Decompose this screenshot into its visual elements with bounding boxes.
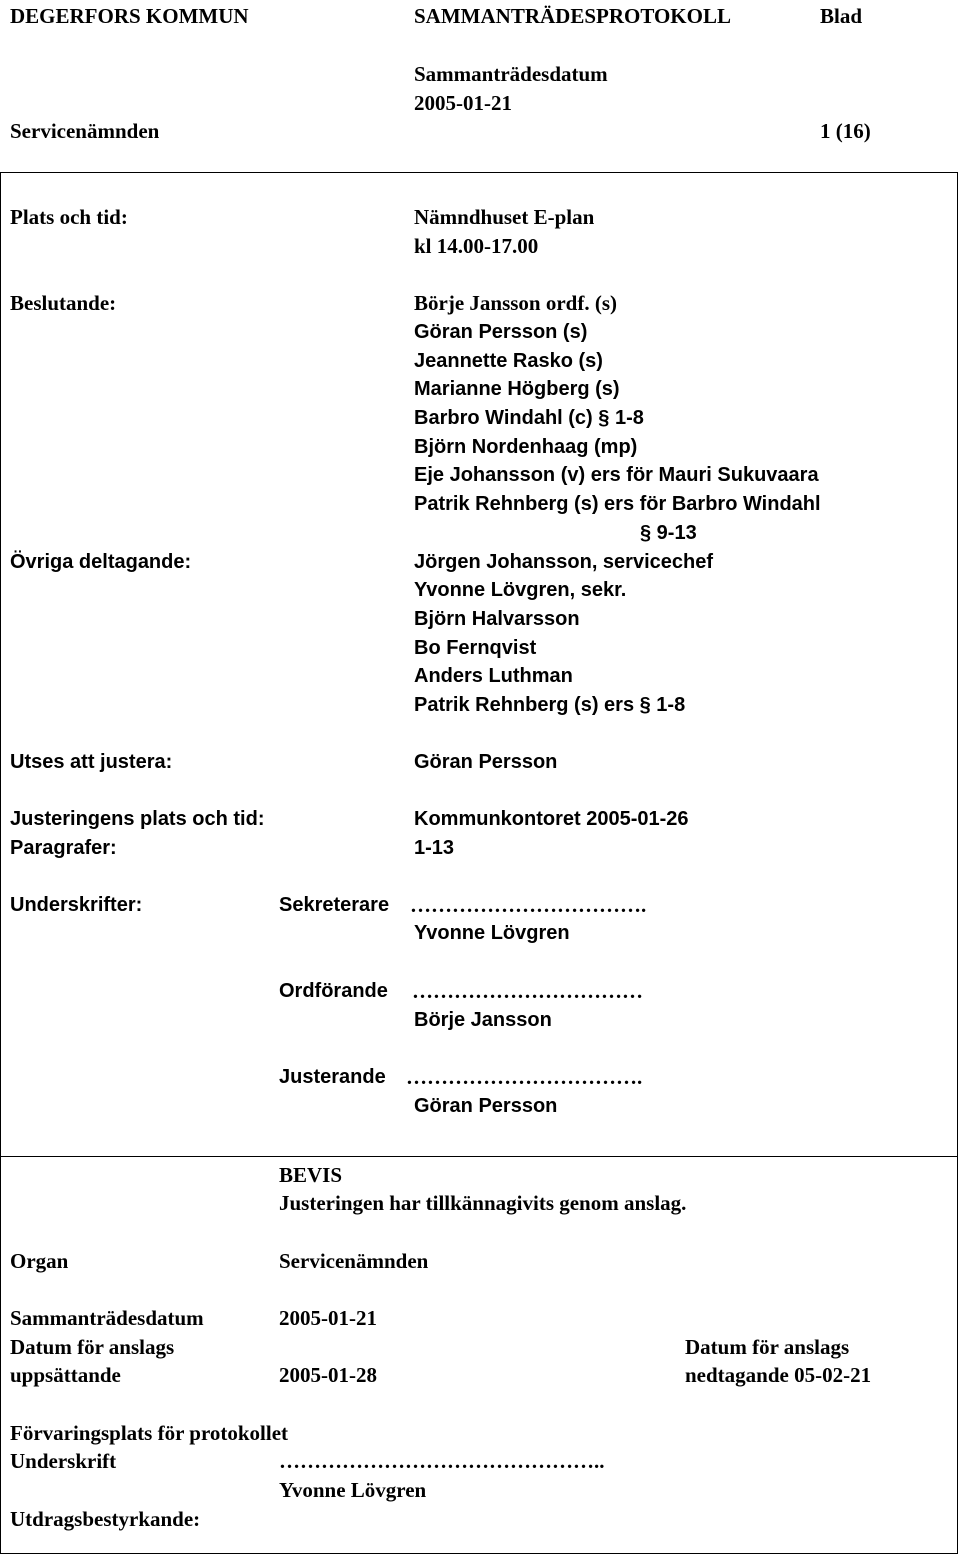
meeting-date-label: Sammanträdesdatum (414, 62, 608, 86)
adjust-place: Kommunkontoret 2005-01-26 (414, 808, 689, 830)
removal-label-line1: Datum för anslags (685, 1335, 850, 1359)
organ-label: Organ (10, 1249, 69, 1273)
chair-name: Börje Jansson (414, 1009, 552, 1031)
signature-line: ……………………………………….. (279, 1449, 605, 1473)
adjuster-signature-line: ……………………………. (406, 1065, 643, 1089)
certificate-divider (0, 1156, 958, 1157)
posting-date: 2005-01-28 (279, 1363, 377, 1387)
member-item: Björn Nordenhaag (mp) (414, 436, 638, 458)
member-item: Göran Persson (s) (414, 321, 588, 343)
other-participant: Jörgen Johansson, servicechef (414, 551, 714, 573)
signatures-label: Underskrifter: (10, 894, 143, 916)
meeting-date: 2005-01-21 (414, 91, 512, 115)
document-type: SAMMANTRÄDESPROTOKOLL (414, 4, 731, 28)
other-participant: Björn Halvarsson (414, 608, 580, 630)
page-number: 1 (16) (820, 119, 871, 143)
adjuster-role: Justerande (279, 1066, 386, 1088)
member-item: Jeannette Rasko (s) (414, 350, 603, 372)
secretary-signature-line: ……………………………. (410, 893, 647, 917)
chair-signature-line: …………………………… (412, 979, 643, 1003)
secretary-role: Sekreterare (279, 894, 390, 916)
extract-label: Utdragsbestyrkande: (10, 1507, 201, 1531)
other-participant: Anders Luthman (414, 665, 573, 687)
committee-name: Servicenämnden (10, 119, 160, 143)
posting-label-line1: Datum för anslags (10, 1335, 175, 1359)
adjuster-label: Utses att justera: (10, 751, 173, 773)
member-item: § 9-13 (640, 522, 697, 544)
other-participant: Bo Fernqvist (414, 637, 537, 659)
paragraphs-label: Paragrafer: (10, 837, 117, 859)
other-participant: Patrik Rehnberg (s) ers § 1-8 (414, 694, 686, 716)
blad-label: Blad (820, 4, 863, 28)
place-label: Plats och tid: (10, 205, 128, 229)
member-item: Eje Johansson (v) ers för Mauri Sukuvaara (414, 464, 819, 486)
adjust-place-label: Justeringens plats och tid: (10, 808, 265, 830)
member-item: Börje Jansson ordf. (s) (414, 291, 617, 315)
secretary-name: Yvonne Lövgren (414, 922, 570, 944)
posting-label-line2: uppsättande (10, 1363, 121, 1387)
member-item: Patrik Rehnberg (s) ers för Barbro Windahl (414, 493, 821, 515)
removal-label-line2: nedtagande 05-02-21 (685, 1363, 872, 1387)
member-item: Barbro Windahl (c) § 1-8 (414, 407, 644, 429)
organ-value: Servicenämnden (279, 1249, 429, 1273)
certificate-text: Justeringen har tillkännagivits genom anslag. (279, 1191, 687, 1215)
storage-label: Förvaringsplats för protokollet (10, 1421, 289, 1445)
municipality-name: DEGERFORS KOMMUN (10, 4, 249, 28)
time-line: kl 14.00-17.00 (414, 234, 539, 258)
certificate-meeting-date-label: Sammanträdesdatum (10, 1306, 204, 1330)
other-participant: Yvonne Lövgren, sekr. (414, 579, 627, 601)
signature-name: Yvonne Lövgren (279, 1478, 427, 1502)
members-label: Beslutande: (10, 291, 117, 315)
member-item: Marianne Högberg (s) (414, 378, 620, 400)
paragraphs-value: 1-13 (414, 837, 455, 859)
place-line: Nämndhuset E-plan (414, 205, 595, 229)
certificate-meeting-date: 2005-01-21 (279, 1306, 377, 1330)
adjuster-name: Göran Persson (414, 751, 558, 773)
signature-label: Underskrift (10, 1449, 117, 1473)
chair-role: Ordförande (279, 980, 388, 1002)
certificate-title: BEVIS (279, 1163, 343, 1187)
others-label: Övriga deltagande: (10, 551, 192, 573)
adjuster-signature-name: Göran Persson (414, 1095, 558, 1117)
